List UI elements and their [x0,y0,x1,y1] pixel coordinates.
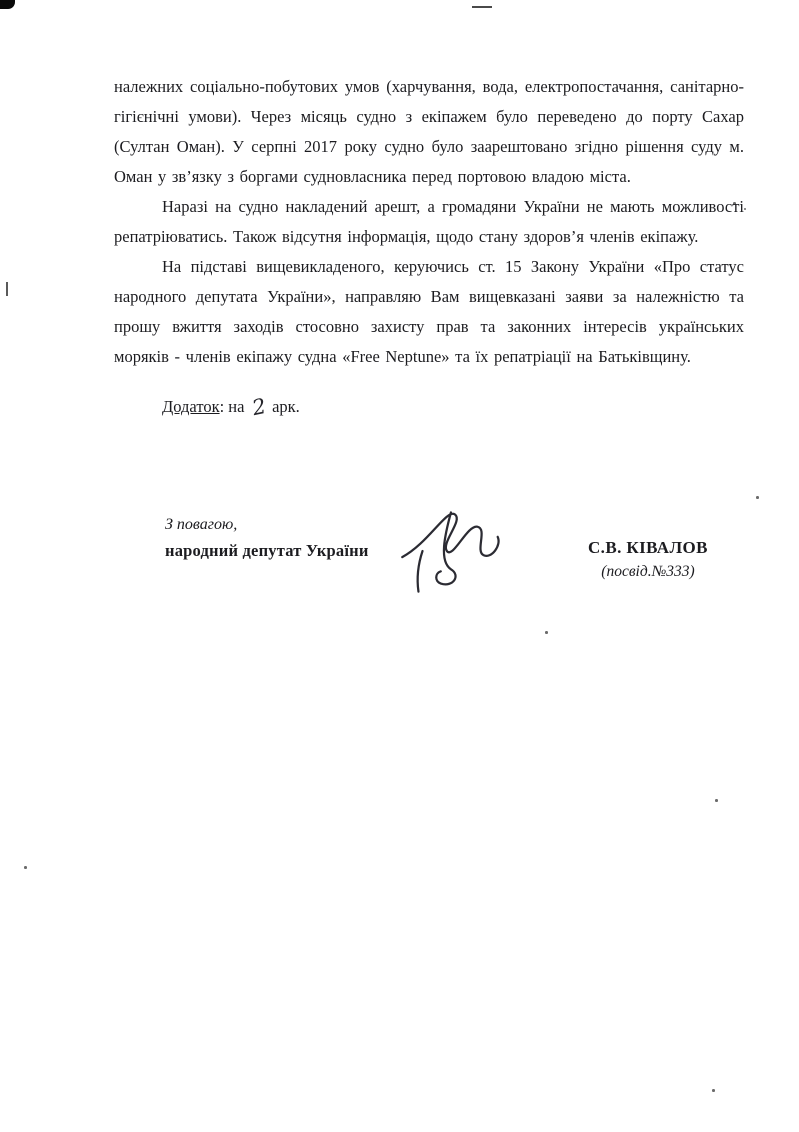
paragraph-arrest-status: Наразі на судно накладений арешт, а громадяни України не мають можливості репатріюватись. Також відсутня інформація, щодо стану здоров’я членів екіпажу. [114,197,744,246]
attachment-label: Додаток [162,397,220,416]
paragraph-request: На підставі вищевикладеного, керуючись ст. 15 Закону України «Про статус народного депутата України», направляю Вам вищевказані заяви за належністю та прошу вжиття заходів стосовно захисту прав та законних інтересів українських моряків - членів екіпажу судна «Free Neptune» та їх репатріації на Батьківщину. [114,257,744,366]
scan-edge-artifact [6,282,8,296]
handwritten-sheet-count: 2 [249,393,268,421]
scan-dot [756,496,759,499]
handwritten-signature-icon [388,498,520,600]
signatory-title: народний депутат України [165,541,369,560]
scan-dot [744,208,746,210]
letter-body [114,72,744,420]
signature-right-block [588,536,708,584]
scan-corner-artifact [0,0,15,9]
attachment-mid: : на [219,397,245,416]
attachment-line [162,392,744,420]
scan-dash-artifact [472,6,492,8]
attachment-suffix: арк. [272,397,300,416]
closing-phrase: З повагою, [165,516,238,533]
scan-dot [712,1089,715,1092]
paragraph-continuation: належних соціально-побутових умов (харчування, вода, електропостачання, санітарно-гігієнічні умови). Через місяць судно з екіпажем було переведено до порту Сахар (Султан Оман). У серпні 2017 року судно було заарештовано згідно рішення суду м. Оман у зв’язку з боргами судновласника перед портовою владою міста. [114,77,744,186]
signatory-name: С.В. КІВАЛОВ [588,538,708,557]
scan-dot [24,866,27,869]
scan-dot [715,799,718,802]
signatory-credential: (посвід.№333) [601,563,695,580]
scan-dot [545,631,548,634]
signature-left-block [165,512,369,564]
